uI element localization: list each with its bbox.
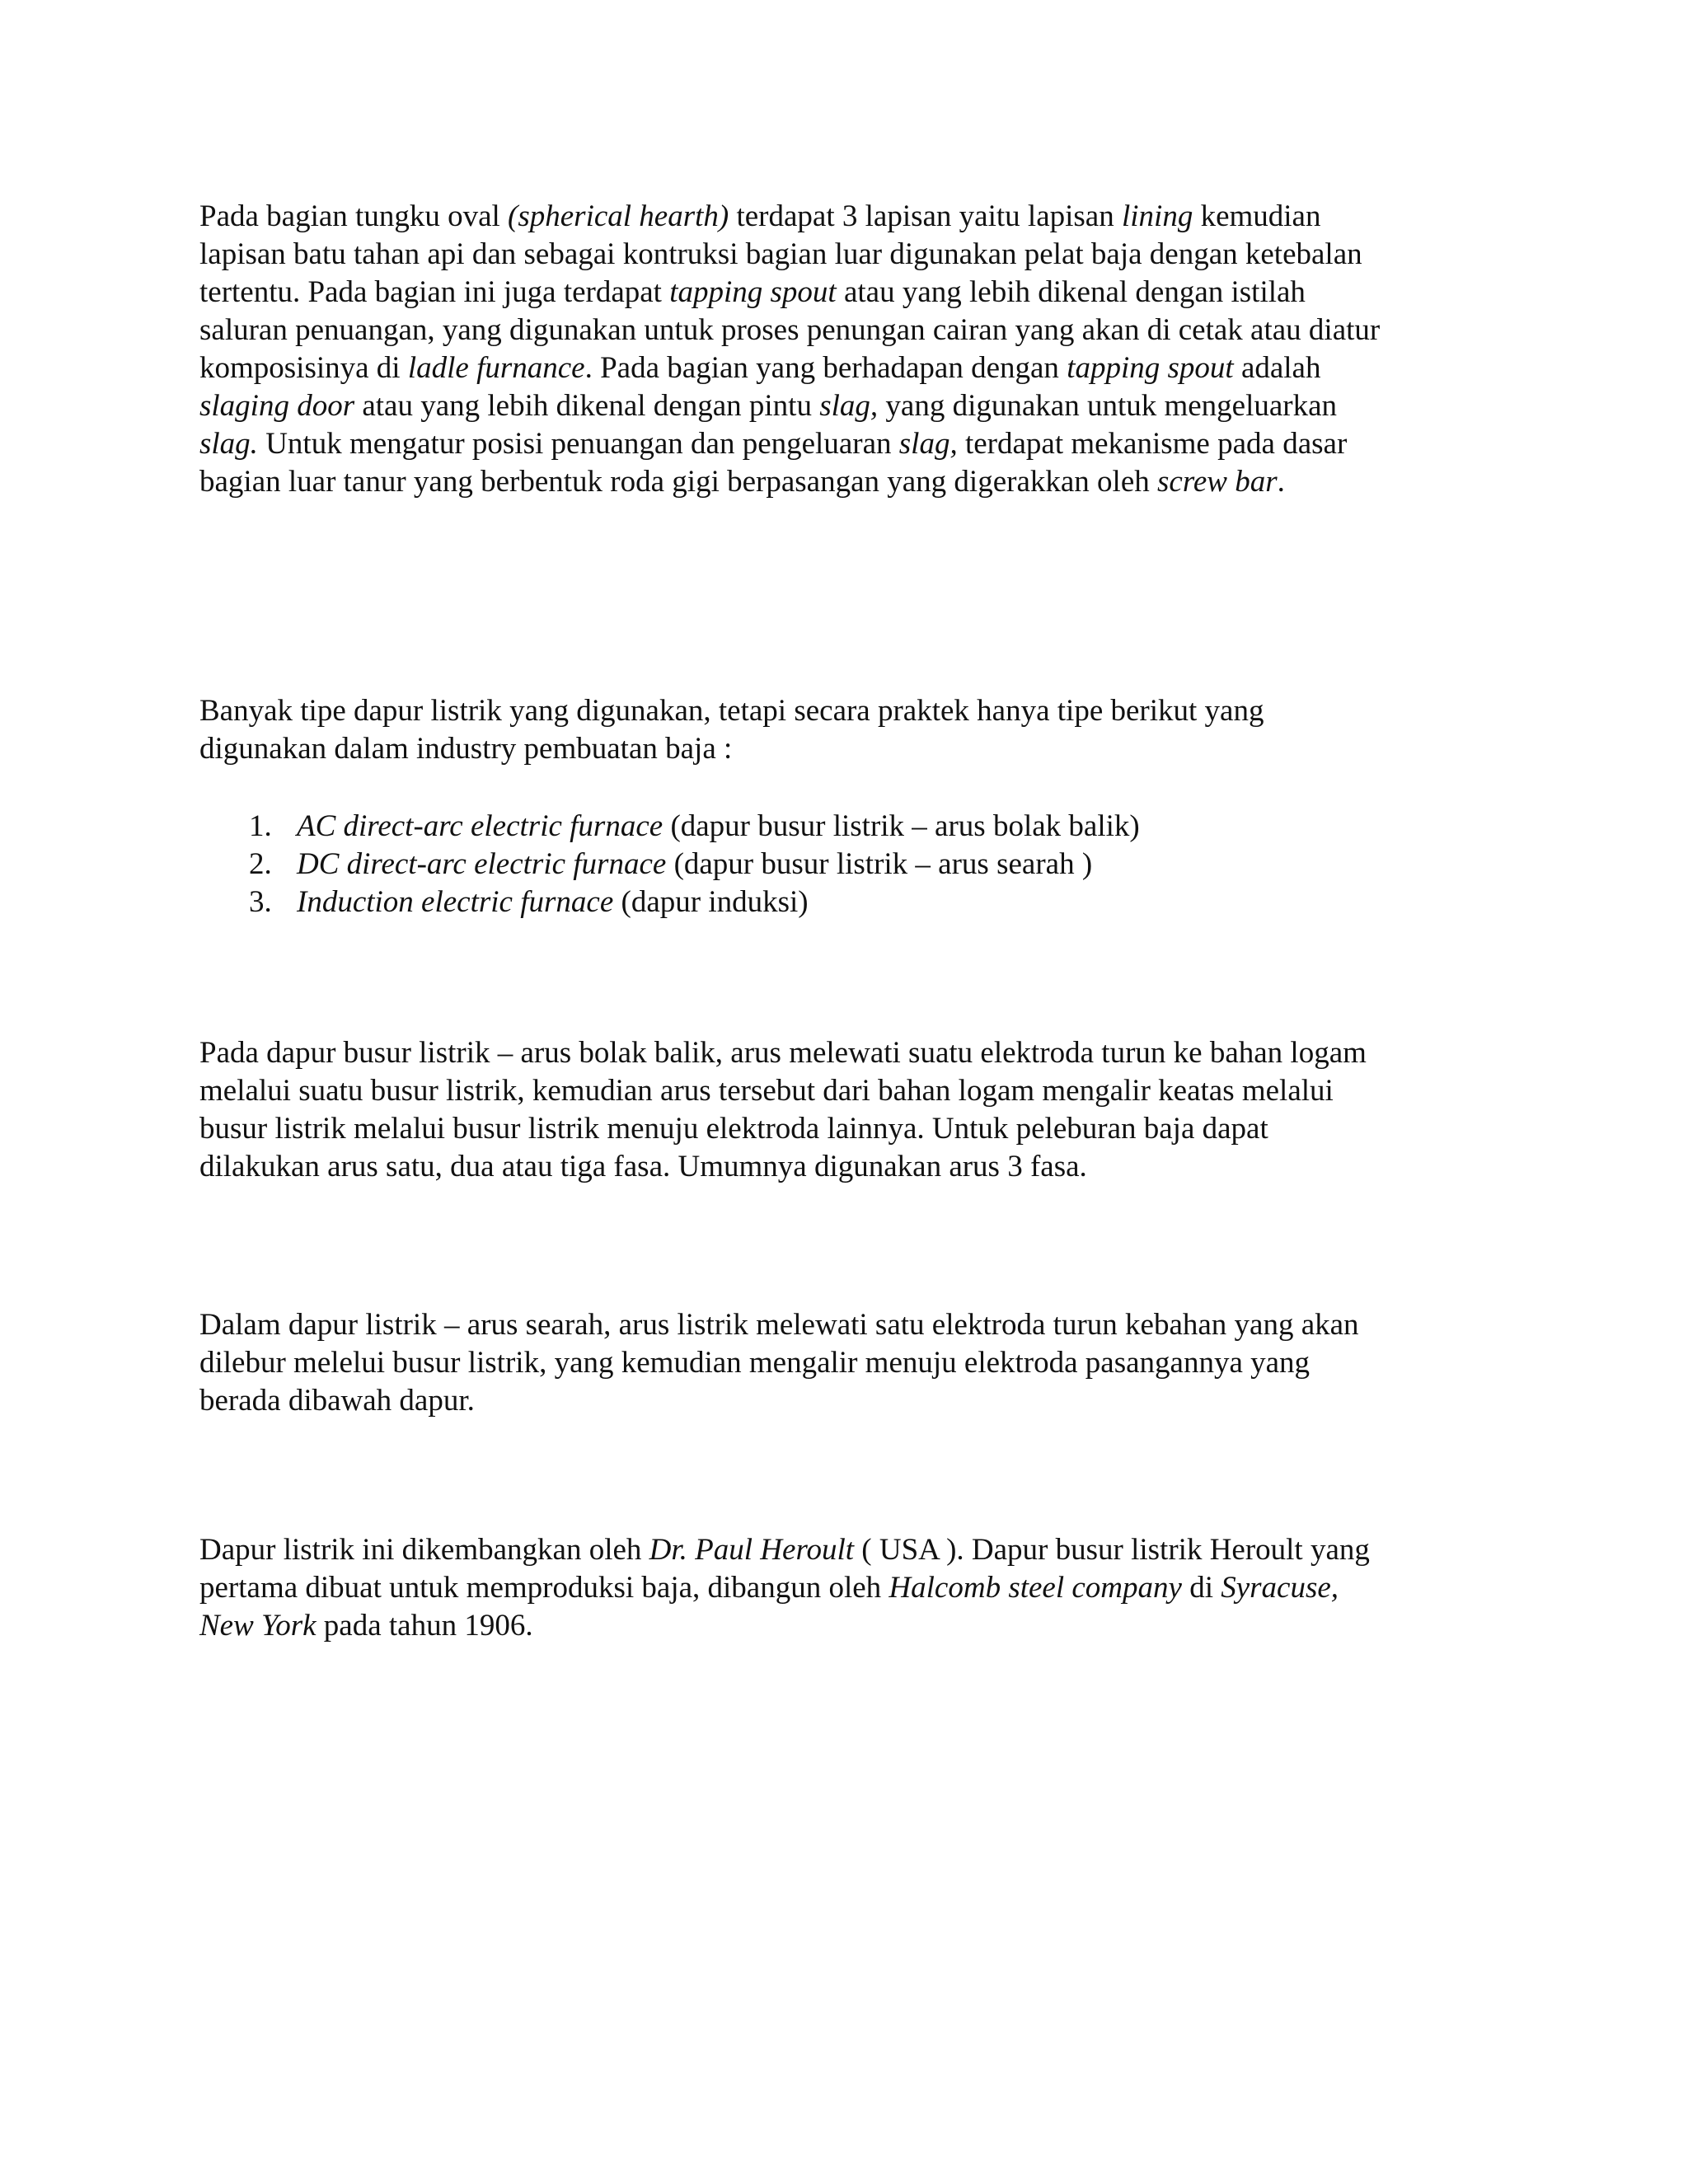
text-line bbox=[199, 425, 1485, 463]
text-run: pada tahun 1906. bbox=[316, 1609, 533, 1643]
italic-term: Syracuse, bbox=[1221, 1571, 1339, 1605]
paragraph-heroult-history bbox=[199, 1531, 1485, 1645]
text-run: terdapat 3 lapisan yaitu lapisan bbox=[729, 199, 1122, 233]
text-run: adalah bbox=[1233, 351, 1321, 385]
italic-term: screw bar bbox=[1157, 465, 1278, 499]
text-line bbox=[199, 1344, 1485, 1382]
list-item-number: 3. bbox=[249, 885, 272, 919]
list-item bbox=[199, 883, 1485, 921]
paragraph-ac-arc-furnace bbox=[199, 1034, 1485, 1186]
list-item-term: DC direct-arc electric furnace bbox=[297, 847, 667, 881]
text-line bbox=[199, 1306, 1485, 1344]
text-line bbox=[199, 1110, 1485, 1148]
text-line bbox=[199, 1569, 1485, 1607]
paragraph-dc-arc-furnace bbox=[199, 1306, 1485, 1420]
text-run: tertentu. Pada bagian ini juga terdapat bbox=[199, 275, 670, 309]
italic-term: slag, bbox=[819, 389, 879, 423]
italic-term: tapping spout bbox=[1067, 351, 1234, 385]
text-run: dilakukan arus satu, dua atau tiga fasa. Umumnya digunakan arus 3 fasa. bbox=[199, 1150, 1087, 1183]
text-run: bagian luar tanur yang berbentuk roda gigi berpasangan yang digerakkan oleh bbox=[199, 465, 1157, 499]
paragraph-furnace-types-intro bbox=[199, 692, 1485, 768]
text-run: Dalam dapur listrik – arus searah, arus listrik melewati satu elektroda turun kebahan yang akan bbox=[199, 1308, 1359, 1342]
text-line bbox=[199, 387, 1485, 425]
text-run: terdapat mekanisme pada dasar bbox=[957, 427, 1348, 461]
italic-term: slag, bbox=[898, 427, 958, 461]
text-line bbox=[199, 463, 1485, 501]
text-line bbox=[199, 1382, 1485, 1420]
text-run: kemudian bbox=[1193, 199, 1321, 233]
text-run: melalui suatu busur listrik, kemudian arus tersebut dari bahan logam mengalir keatas melalui bbox=[199, 1074, 1334, 1108]
text-line bbox=[199, 349, 1485, 387]
italic-term: Dr. Paul Heroult bbox=[649, 1533, 855, 1567]
list-item-description: (dapur busur listrik – arus searah ) bbox=[666, 847, 1093, 881]
list-item bbox=[199, 808, 1485, 846]
list-item-number: 2. bbox=[249, 847, 272, 881]
text-line bbox=[199, 274, 1485, 312]
text-run: digunakan dalam industry pembuatan baja : bbox=[199, 732, 733, 766]
text-line bbox=[199, 730, 1485, 768]
text-line bbox=[199, 236, 1485, 274]
list-item-term: Induction electric furnace bbox=[297, 885, 614, 919]
italic-term: slag. bbox=[199, 427, 258, 461]
italic-term: slaging door bbox=[199, 389, 355, 423]
text-run: atau yang lebih dikenal dengan pintu bbox=[354, 389, 820, 423]
text-line bbox=[199, 312, 1485, 349]
text-run: berada dibawah dapur. bbox=[199, 1384, 475, 1418]
text-line bbox=[199, 1148, 1485, 1186]
text-line bbox=[199, 692, 1485, 730]
text-line bbox=[199, 198, 1485, 236]
italic-term: ladle furnance bbox=[407, 351, 585, 385]
text-run: lapisan batu tahan api dan sebagai kontruksi bagian luar digunakan pelat baja dengan ketebalan bbox=[199, 237, 1362, 271]
text-run: pertama dibuat untuk memproduksi baja, dibangun oleh bbox=[199, 1571, 889, 1605]
text-run: . Pada bagian yang berhadapan dengan bbox=[584, 351, 1067, 385]
italic-term: (spherical hearth) bbox=[508, 199, 729, 233]
text-run: dilebur melelui busur listrik, yang kemudian mengalir menuju elektroda pasangannya yang bbox=[199, 1346, 1311, 1380]
list-item-description: (dapur induksi) bbox=[613, 885, 809, 919]
text-run: Pada dapur busur listrik – arus bolak balik, arus melewati suatu elektroda turun ke bahan logam bbox=[199, 1036, 1367, 1070]
text-run: yang digunakan untuk mengeluarkan bbox=[878, 389, 1338, 423]
list-item-description: (dapur busur listrik – arus bolak balik) bbox=[663, 809, 1140, 843]
text-run: di bbox=[1181, 1571, 1221, 1605]
italic-term: lining bbox=[1121, 199, 1193, 233]
list-item-term: AC direct-arc electric furnace bbox=[297, 809, 663, 843]
text-line bbox=[199, 1607, 1485, 1645]
text-line bbox=[199, 1072, 1485, 1110]
text-run: Dapur listrik ini dikembangkan oleh bbox=[199, 1533, 649, 1567]
text-run: Untuk mengatur posisi penuangan dan pengeluaran bbox=[257, 427, 899, 461]
text-run: komposisinya di bbox=[199, 351, 408, 385]
text-run: saluran penuangan, yang digunakan untuk proses penungan cairan yang akan di cetak atau diatur bbox=[199, 313, 1381, 347]
furnace-type-list bbox=[199, 808, 1485, 921]
paragraph-spherical-hearth bbox=[199, 198, 1485, 501]
text-line bbox=[199, 1531, 1485, 1569]
text-run: Banyak tipe dapur listrik yang digunakan, tetapi secara praktek hanya tipe berikut yang bbox=[199, 694, 1264, 728]
text-run: . bbox=[1277, 465, 1285, 499]
list-item bbox=[199, 846, 1485, 883]
text-run: atau yang lebih dikenal dengan istilah bbox=[836, 275, 1306, 309]
italic-term: tapping spout bbox=[669, 275, 837, 309]
text-run: busur listrik melalui busur listrik menuju elektroda lainnya. Untuk peleburan baja dapat bbox=[199, 1112, 1268, 1146]
text-run: Pada bagian tungku oval bbox=[199, 199, 509, 233]
italic-term: Halcomb steel company bbox=[889, 1571, 1182, 1605]
italic-term: New York bbox=[199, 1609, 316, 1643]
text-line bbox=[199, 1034, 1485, 1072]
text-run: ( USA ). Dapur busur listrik Heroult yang bbox=[854, 1533, 1370, 1567]
list-item-number: 1. bbox=[249, 809, 272, 843]
